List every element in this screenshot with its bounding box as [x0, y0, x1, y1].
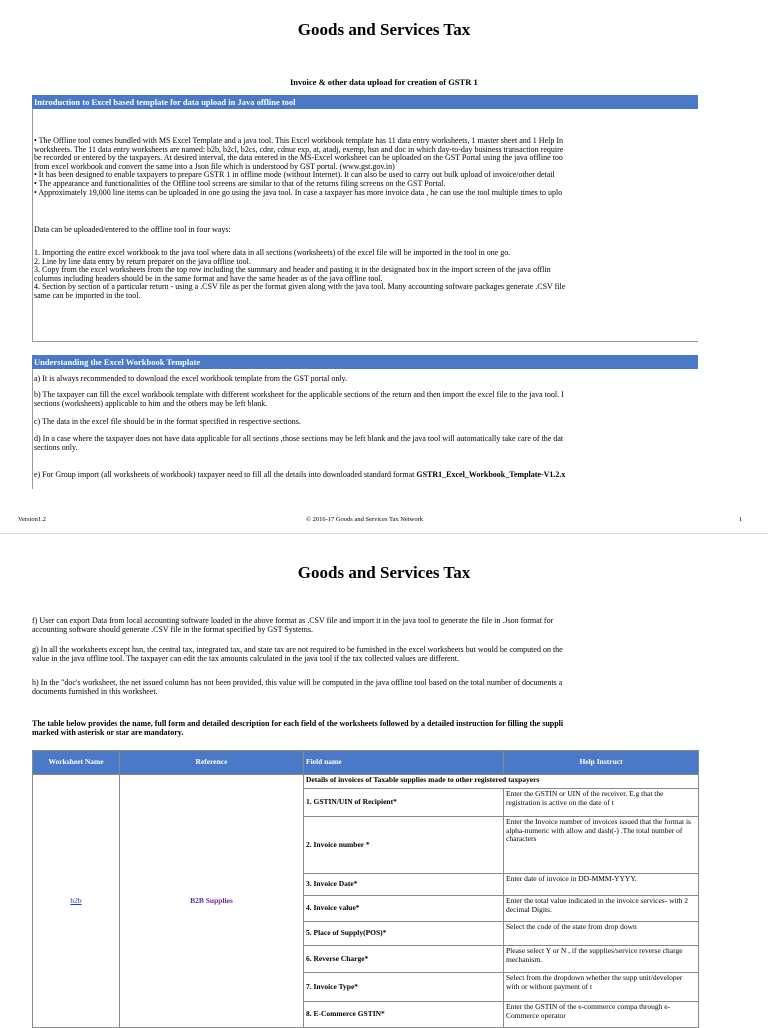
table-intro-line: marked with asterisk or star are mandatory.	[32, 727, 184, 737]
intro-line: • It has been designed to enable taxpayers to prepare GSTR 1 in offline mode (without Internet). It can also be used to carry out bulk upload of invoice/other detail	[34, 170, 555, 180]
footer-page-number: 1	[739, 516, 743, 523]
point-g	[32, 646, 698, 663]
page-title-2: Goods and Services Tax	[297, 563, 471, 582]
header-help-instruction: Help Instruct	[504, 751, 699, 775]
point-b	[34, 391, 698, 408]
header-field-name: Field name	[304, 751, 504, 775]
point-e	[34, 471, 698, 480]
ways-intro: Data can be uploaded/entered to the offline tool in four ways:	[34, 226, 231, 234]
header-reference: Reference	[120, 751, 304, 775]
intro-line: be recorded or entered by the taxpayers. At desired interval, the data entered in the MS-Excel worksheet can be uploaded on the GST Portal using the java offline too	[34, 153, 563, 163]
field-cell: 2. Invoice number *	[304, 817, 504, 874]
point-d-line: sections only.	[34, 442, 78, 452]
help-cell: Enter date of invoice in DD-MMM-YYYY.	[504, 874, 699, 896]
point-f-line: accounting software should generate .CSV file in the format specified by GST Systems.	[32, 624, 313, 634]
section-header-intro: Introduction to Excel based template for data upload in Java offline tool	[32, 95, 698, 109]
group-title: Details of invoices of Taxable supplies made to other registered taxpayers	[304, 775, 699, 789]
point-f	[32, 617, 698, 634]
page-subtitle: Invoice & other data upload for creation of GSTR 1	[290, 77, 478, 87]
help-cell: Select from the dropdown whether the supp unit/developer with or without payment of t	[504, 973, 699, 1002]
help-cell: Enter the GSTIN of the e-commerce compa through e-Commerce operator	[504, 1002, 699, 1028]
ways-line: same can be imported in the tool.	[34, 290, 141, 300]
ways-line: 1. Importing the entire excel workbook to the java tool where data in all sections (worksheets) of the excel file will be imported in the tool in one go.	[34, 249, 511, 257]
table-intro-line: The table below provides the name, full form and detailed description for each field of the worksheets followed by a detailed instruction for filling the suppli	[32, 720, 564, 728]
field-cell: 6. Reverse Charge*	[304, 946, 504, 973]
worksheet-link-b2b[interactable]: b2b	[70, 895, 82, 905]
point-d	[34, 435, 698, 452]
page-divider	[0, 533, 768, 534]
point-b-line: b) The taxpayer can fill the excel workbook template with different worksheet for the applicable sections of the return and then import the excel file to the java tool. I	[34, 391, 564, 399]
intro-line: worksheets. The 11 data entry worksheets are named: b2b, b2cl, b2cs, cdnr, cdnur exp, at, atadj, exemp, hsn and doc in which day-to-day business transaction require	[34, 144, 564, 154]
field-cell: 8. E-Commerce GSTIN*	[304, 1002, 504, 1028]
help-cell: Enter the total value indicated in the invoice services- with 2 decimal Digits.	[504, 896, 699, 922]
point-a: a) It is always recommended to download the excel workbook template from the GST portal only.	[34, 375, 348, 383]
field-cell: 5. Place of Supply(POS)*	[304, 922, 504, 946]
intro-line: • The appearance and functionalities of the Offline tool screens are similar to that of the returns filing screens on the GST Portal.	[34, 178, 446, 188]
table-intro	[32, 720, 698, 737]
ways-line: columns including headers should be in the same format and have the same header as of the java offline tool.	[34, 273, 383, 283]
page-title: Goods and Services Tax	[297, 20, 471, 39]
ways-line: 2. Line by line data entry by return preparer on the java offline tool.	[34, 256, 251, 266]
intro-text	[34, 137, 698, 197]
help-cell: Select the code of the state from drop down	[504, 922, 699, 946]
footer-copyright: © 2016-17 Goods and Services Tax Network	[306, 516, 424, 523]
intro-line: • The Offline tool comes bundled with MS Excel Template and a java tool. This Excel workbook template has 11 data entry worksheets, 1 master sheet and 1 Help In	[34, 137, 563, 145]
field-cell: 1. GSTIN/UIN of Recipient*	[304, 789, 504, 817]
point-c: c) The data in the excel file should be in the format specified in respective sections.	[34, 418, 301, 426]
point-d-line: d) In a case where the taxpayer does not have data applicable for all sections ,those sections may be left blank and the java tool will automatically take care of the dat	[34, 435, 564, 443]
header-worksheet-name: Worksheet Name	[33, 751, 120, 775]
help-cell: Enter the Invoice number of invoices issued that the format is alpha-numeric with allow and dash(-) .The total number of characters	[504, 817, 699, 874]
point-h	[32, 679, 698, 696]
understanding-box	[32, 369, 698, 489]
ways-line: 3. Copy from the excel worksheets from the top row including the summary and header and pasting it in the designated box in the import screen of the java offlin	[34, 265, 551, 275]
template-filename: GSTR1_Excel_Workbook_Template-V1.2.x	[416, 471, 566, 479]
intro-line: • Approximately 19,000 line items can be uploaded in one go using the java tool. In case a taxpayer has more invoice data , he can use the tool multiple times to uplo	[34, 187, 563, 197]
point-g-line: value in the java offline tool. The taxpayer can edit the tax amounts calculated in the java tool if the tax collected values are different.	[32, 653, 459, 663]
point-g-line: g) In all the worksheets except hsn, the central tax, integrated tax, and state tax are not required to be furnished in the excel worksheets but would be computed on the	[32, 646, 563, 654]
field-cell: 3. Invoice Date*	[304, 874, 504, 896]
help-cell: Please select Y or N , if the supplies/service reverse charge mechanism.	[504, 946, 699, 973]
table-header-row	[33, 751, 699, 775]
section-header-understanding: Understanding the Excel Workbook Template	[32, 355, 698, 369]
intro-line: from excel workbook and convert the same into a Json file which is understood by GST portal. (www.gst.gov.in)	[34, 161, 395, 171]
table-group-row	[33, 775, 699, 789]
worksheet-cell	[33, 775, 120, 1028]
help-cell: Enter the GSTIN or UIN of the receiver. E.g that the registration is active on the date of t	[504, 789, 699, 817]
point-h-line: documents furnished in this worksheet.	[32, 686, 158, 696]
footer-version: Version1.2	[18, 516, 46, 523]
field-cell: 7. Invoice Type*	[304, 973, 504, 1002]
point-b-line: sections (worksheets) applicable to him and the others may be left blank.	[34, 398, 268, 408]
ways-list	[34, 249, 698, 301]
reference-b2b-supplies: B2B Supplies	[190, 895, 233, 905]
point-e-text: e) For Group import (all worksheets of workbook) taxpayer need to fill all the details into downloaded standard format	[34, 471, 415, 479]
point-h-line: h) In the "doc's worksheet, the net issued column has not been provided, this value will be computed in the java offline tool based on the total number of documents a	[32, 679, 563, 687]
intro-box	[32, 109, 698, 342]
ways-line: 4. Section by section of a particular return - using a .CSV file as per the format given along with the java tool. Many accounting software packages generate .CSV file	[34, 282, 566, 292]
reference-cell	[120, 775, 304, 1028]
point-f-line: f) User can export Data from local accounting software loaded in the above format as .CSV file and import it in the java tool to generate the file in .Json format for	[32, 617, 554, 625]
field-cell: 4. Invoice value*	[304, 896, 504, 922]
worksheet-fields-table	[32, 750, 699, 1028]
